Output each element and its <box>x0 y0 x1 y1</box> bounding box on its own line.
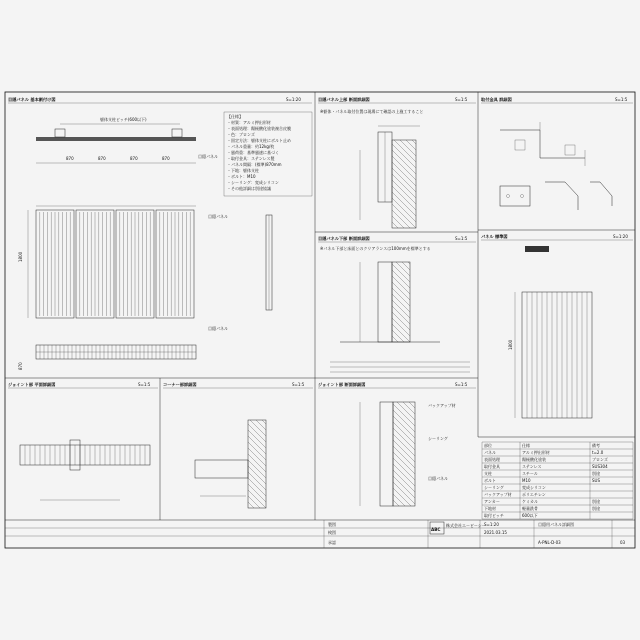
panel-scale: S=1:5 <box>615 97 628 102</box>
note-line: ・シーリング：変成シリコン <box>227 180 279 185</box>
panel-title: パネル 標準図 <box>481 234 508 239</box>
plan-beam <box>36 137 196 141</box>
drawing-name: 目隠用パネル詳細図 <box>538 522 574 527</box>
drawing-no: A-PNL-D-03 <box>538 540 561 545</box>
sheet-no: 03 <box>620 540 626 545</box>
note-line: ・材質：アルミ押出形材 <box>227 120 271 125</box>
note-line: ・固定方法：躯体支柱にボルト止め <box>227 138 291 143</box>
check-label: 検図 <box>328 530 336 535</box>
panel-scale: S=1:5 <box>455 97 468 102</box>
note-line: 【仕様】 <box>227 114 243 119</box>
table-cell: ポリエチレン <box>522 492 546 497</box>
date-value: 2021.03.15 <box>484 530 507 535</box>
note-line: ・その他詳細は別途協議 <box>227 186 271 191</box>
height-dim: 1800 <box>18 251 23 262</box>
table-cell: バックアップ材 <box>484 492 512 497</box>
table-cell: 取付金具 <box>484 464 500 469</box>
table-cell: 仕様 <box>522 443 530 448</box>
table-cell: スチール <box>522 471 538 476</box>
dim-1: 870 <box>66 156 74 161</box>
p8-label-2: シーリング <box>428 436 448 441</box>
panel-title: コーナー部詳細図 <box>163 382 197 387</box>
p8-label-3: 目隠パネル <box>428 476 448 481</box>
panel-title: 取付金具 詳細図 <box>481 97 512 102</box>
note-line: ・表面処理：陽極酸化塗装複合皮膜 <box>227 126 291 131</box>
pitch-label: 躯体支柱ピッチ(600以下) <box>100 117 147 122</box>
table-cell: SUS <box>592 478 601 483</box>
panel-scale: S=1:5 <box>292 382 305 387</box>
sub-dim: 870 <box>18 362 23 370</box>
side-label: 目隠パネル <box>208 214 228 219</box>
table-cell: 別途 <box>592 506 600 511</box>
p4-note: ※パネル下部と床面とのクリアランスは100mmを標準とする <box>320 246 431 251</box>
panel-title: ジョイント部 断面詳細図 <box>318 382 366 387</box>
table-cell: シーリング <box>484 485 504 490</box>
note-line: ・色：ブロンズ <box>227 132 255 137</box>
table-cell: 変成シリコン <box>522 485 546 490</box>
table-cell: アンカー <box>484 499 500 504</box>
company-logo: ABC <box>431 527 441 532</box>
table-cell: 軽量鉄骨 <box>522 506 538 511</box>
p8-label-1: バックアップ材 <box>428 403 456 408</box>
table-cell: SUS304 <box>592 464 608 469</box>
panel-scale: S=1:5 <box>138 382 151 387</box>
panel-title: 目隠パネル 基本割付け図 <box>8 97 56 102</box>
panel-scale: S=1:5 <box>455 236 468 241</box>
table-cell: 支柱 <box>484 471 492 476</box>
approve-label: 承認 <box>328 540 336 545</box>
bottom-strip <box>36 345 196 359</box>
note-line: ・風荷重：基準風速に基づく <box>227 150 279 155</box>
company-name: 株式会社エービーシー <box>446 523 486 528</box>
table-cell: パネル <box>484 450 496 455</box>
panel-title: ジョイント部 平面詳細図 <box>8 382 56 387</box>
p5-height: 1800 <box>508 339 513 350</box>
table-cell: ボルト <box>484 478 496 483</box>
panel-scale: S=1:20 <box>613 234 628 239</box>
table-cell: 600以下 <box>522 513 538 518</box>
panel-label: 目隠パネル <box>198 154 218 159</box>
dim-4: 870 <box>162 156 170 161</box>
draw-label: 製図 <box>328 522 336 527</box>
dim-2: 870 <box>98 156 106 161</box>
note-line: ・パネル重量：約12kg/枚 <box>227 144 275 149</box>
panel-title: 目隠パネル下部 断面詳細図 <box>318 236 370 241</box>
note-line: ・ボルト：M10 <box>227 174 256 179</box>
table-cell: 取付ピッチ <box>484 513 504 518</box>
table-cell: M10 <box>522 478 531 483</box>
table-cell: t=2.0 <box>592 450 604 455</box>
table-cell: 備考 <box>592 443 600 448</box>
scale-value: S=1:20 <box>484 522 499 527</box>
panel-scale: S=1:20 <box>286 97 301 102</box>
table-cell: 別途 <box>592 471 600 476</box>
note-line: ・パネル間隔：(標準)870mm <box>227 162 282 167</box>
table-cell: 表面処理 <box>484 457 500 462</box>
table-cell: ブロンズ <box>592 457 608 462</box>
note-line: ・取付金具：ステンレス製 <box>227 156 275 161</box>
table-cell: ケミカル <box>522 499 538 504</box>
table-cell: 陽極酸化塗装 <box>522 457 546 462</box>
table-cell: 下地材 <box>484 506 496 511</box>
table-cell: 部位 <box>484 443 492 448</box>
panel-scale: S=1:5 <box>455 382 468 387</box>
strip-label: 目隠パネル <box>208 326 228 331</box>
table-cell: ステンレス <box>522 464 542 469</box>
panel-title: 目隠パネル上部 断面詳細図 <box>318 97 370 102</box>
p2-note: ※躯体・パネル取付位置は現場にて確認の上施工すること <box>320 109 424 114</box>
dim-3: 870 <box>130 156 138 161</box>
table-cell: 別途 <box>592 499 600 504</box>
table-cell: アルミ押出形材 <box>522 450 550 455</box>
note-line: ・下地：躯体支柱 <box>227 168 259 173</box>
